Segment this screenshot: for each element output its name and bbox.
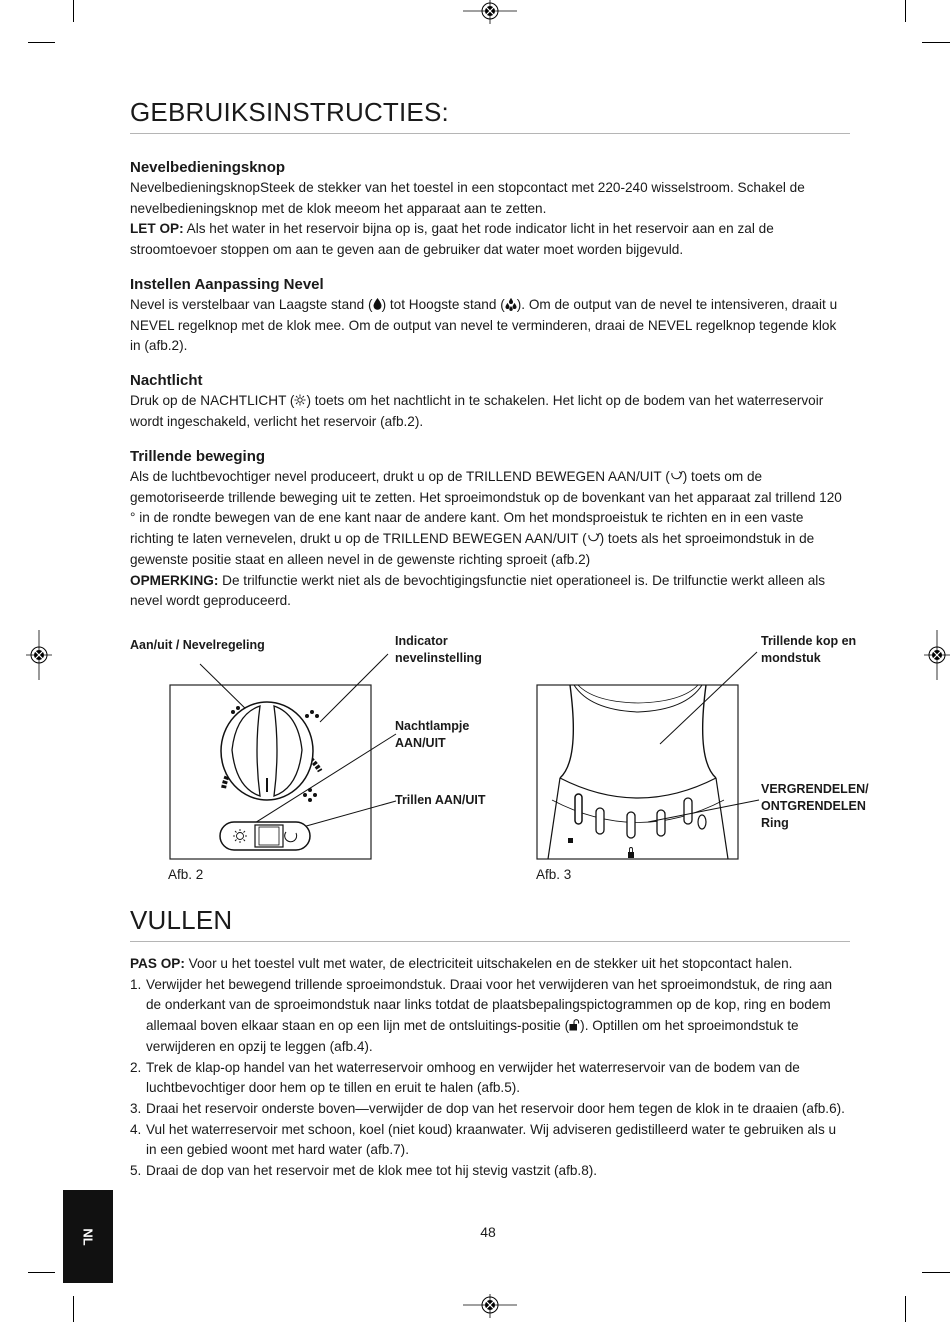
label-mist-indicator <box>395 633 482 667</box>
text-run: Druk op de NACHTLICHT ( <box>130 393 295 408</box>
label-line: Trillende kop en <box>761 634 857 648</box>
registration-mark-icon <box>924 630 950 680</box>
list-item <box>130 1120 850 1161</box>
note-paragraph <box>130 571 850 612</box>
figure-caption: Afb. 2 <box>168 867 204 882</box>
step-text: Draai de dop van het reservoir met de klok mee tot hij stevig vastzit (afb.8). <box>146 1163 598 1179</box>
label-oscillating-head <box>761 633 856 667</box>
unlock-icon <box>569 1019 580 1031</box>
block-night-light <box>130 371 850 432</box>
drop-icon <box>373 298 382 310</box>
step-text: Trek de klap-op handel van het waterreservoir omhoog en verwijder het waterreservoir van de bodem van de luchtbevochtiger door hem op te tillen en eruit te halen (afb.5). <box>146 1059 800 1096</box>
note-text: Als het water in het reservoir bijna op is, gaat het rode indicator licht in het reservoir aan en zal de stroomtoevoer stoppen om aan te geven aan de gebruiker dat water moet worden bijgevuld. <box>130 221 774 258</box>
caution-text: Voor u het toestel vult met water, de electriciteit uitschakelen en de stekker uit het stopcontact halen. <box>184 956 793 971</box>
label-power-mist-control: Aan/uit / Nevelregeling <box>130 638 265 652</box>
section-gebruiksinstructies <box>130 97 850 134</box>
oscillate-arrow-icon <box>670 470 683 482</box>
text-run: ). Om de output van de nevel te intensiveren, draait u NEVEL regelknop met de klok mee. Om de output van nevel te verminderen, draai de NEVEL regelknop tegende klok in (afb.2). <box>130 297 838 354</box>
block-paragraph <box>130 391 850 432</box>
block-paragraph <box>130 295 850 357</box>
label-line: ONTGRENDELEN <box>761 799 866 813</box>
list-item <box>130 1058 850 1099</box>
step-number: 3. <box>130 1100 142 1116</box>
sun-icon <box>294 394 306 406</box>
label-line: Indicator <box>395 634 448 648</box>
section-title: GEBRUIKSINSTRUCTIES: <box>130 97 850 134</box>
list-item <box>130 1161 850 1182</box>
registration-mark-icon <box>26 630 52 680</box>
page-number: 48 <box>480 1224 496 1240</box>
humidifier-control-panel-illustration <box>160 650 400 865</box>
step-text: ). Optillen om het sproeimondstuk te verwijderen en opzij te leggen (afb.4). <box>146 1018 799 1054</box>
text-run: Als de luchtbevochtiger nevel produceert, drukt u op de TRILLEND BEWEGEN AAN/UIT ( <box>130 469 670 484</box>
step-text: Draai het reservoir onderste boven—verwijder de dop van het reservoir door hem tegen de klok in te draaien (afb.6). <box>146 1100 845 1116</box>
caution-label: PAS OP: <box>130 956 185 971</box>
note-label: LET OP: <box>130 221 184 237</box>
text-run: Nevel is verstelbaar van Laagste stand ( <box>130 297 373 312</box>
step-number: 4. <box>130 1121 142 1137</box>
steps-list <box>130 975 850 1182</box>
block-heading: Instellen Aanpassing Nevel <box>130 276 324 293</box>
list-item <box>130 975 850 1058</box>
figure-caption: Afb. 3 <box>536 867 572 882</box>
list-item <box>130 1099 850 1120</box>
block-heading: Nachtlicht <box>130 372 203 389</box>
text-run: ) tot Hoogste stand ( <box>381 297 505 312</box>
label-line: mondstuk <box>761 651 821 665</box>
label-line: VERGRENDELEN/ <box>761 782 869 796</box>
registration-mark-icon <box>463 1294 517 1318</box>
block-mist-control-knob <box>130 158 850 261</box>
note-text: De trilfunctie werkt niet als de bevochtigingsfunctie niet operationeel is. De trilfunctie werkt alleen als nevel wordt geproduceerd. <box>130 572 826 609</box>
text-run: ) toets als het sproeimondstuk in de gewenste positie staat en alleen nevel in de gewenste richting sproeit (afb.2) <box>130 531 815 567</box>
section-vullen <box>130 905 850 942</box>
block-mist-adjustment <box>130 275 850 357</box>
step-text: Vul het waterreservoir met schoon, koel (niet koud) kraanwater. Wij adviseren gedistilleerd water te gebruiken als u in een gebied woont met hard water (afb.7). <box>146 1121 837 1158</box>
label-line: Ring <box>761 816 789 830</box>
text-run: ) toets om de gemotoriseerde trillende beweging uit te zetten. Het sproeimondstuk op de bovenkant van het apparaat zal trillend 120 ° in de rondte bewegen van de ene kant naar de andere kant. Om het mondsproeistuk te richten en in een vaste richting te laten vernevelen, drukt u op de TRILLEND BEWEGEN AAN/UIT ( <box>130 469 842 547</box>
section-title: VULLEN <box>130 905 850 942</box>
label-line: nevelinstelling <box>395 651 482 665</box>
registration-mark-icon <box>463 0 517 24</box>
humidifier-nozzle-ring-illustration <box>530 650 765 865</box>
label-lock-unlock-ring <box>761 781 869 832</box>
label-night-light-toggle <box>395 718 469 752</box>
note-label: OPMERKING: <box>130 572 219 588</box>
label-line: AAN/UIT <box>395 736 446 750</box>
language-tab <box>63 1190 113 1283</box>
step-number: 2. <box>130 1059 142 1075</box>
block-heading: Trillende beweging <box>130 448 266 465</box>
note-paragraph <box>130 219 850 260</box>
language-code: NL <box>80 1227 96 1246</box>
drops-cluster-icon <box>505 298 517 311</box>
step-number: 1. <box>130 976 142 992</box>
block-paragraph <box>130 467 850 571</box>
block-paragraph: NevelbedieningsknopSteek de stekker van het toestel in een stopcontact met 220-240 wisselstroom. Schakel de nevelbedieningsknop met de klok meeom het apparaat aan te zetten. <box>130 180 805 216</box>
filling-instructions <box>130 954 850 1182</box>
block-heading: Nevelbedieningsknop <box>130 159 286 176</box>
block-oscillation <box>130 447 850 612</box>
caution-paragraph <box>130 954 850 975</box>
label-line: Nachtlampje <box>395 719 470 733</box>
label-vibrate-toggle: Trillen AAN/UIT <box>395 793 486 807</box>
text-run: ) toets om het nachtlicht in te schakelen. Het licht op de bodem van het waterreservoir wordt ingeschakeld, verlicht het reservoir (afb.2). <box>130 393 824 429</box>
step-number: 5. <box>130 1163 142 1179</box>
step-text: Verwijder het bewegend trillende sproeimondstuk. Draai voor het verwijderen van het sproeimondstuk, de ring aan de onderkant van de sproeimondstuk naar links totdat de plaatsbepalingspictogrammen op de kop, ring en bodem allemaal boven elkaar staan en op een lijn met de ontsluitings-positie ( <box>146 976 833 1034</box>
oscillate-arrow-icon <box>587 532 600 544</box>
